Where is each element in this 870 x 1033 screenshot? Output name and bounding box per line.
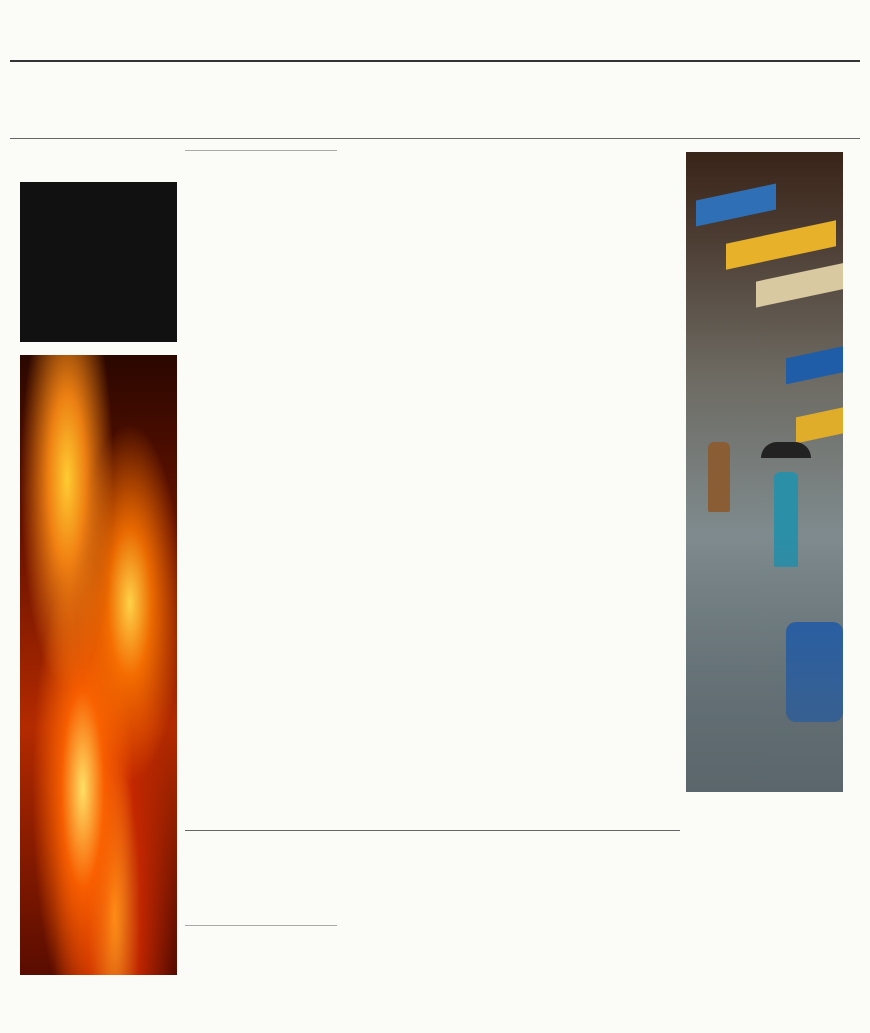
photo-awning <box>796 407 843 444</box>
second-column-2 <box>345 895 510 1025</box>
refugee-chart-box <box>525 648 680 822</box>
refugee-bar-chart <box>525 652 680 822</box>
article-column-3 <box>518 150 680 640</box>
photo-awning <box>786 346 843 385</box>
article-column-1 <box>185 150 337 640</box>
second-column-1 <box>185 925 337 1025</box>
article-column-2 <box>345 150 510 640</box>
second-column-3 <box>518 895 680 1025</box>
wildfire-photo <box>20 355 177 975</box>
photo-pedestrian <box>708 442 730 512</box>
summary-box <box>20 182 177 342</box>
photo-awning <box>756 262 843 307</box>
header-rule <box>10 60 860 62</box>
section-rule <box>185 830 680 831</box>
byline <box>185 925 337 926</box>
headline-rule <box>10 138 860 139</box>
byline <box>185 150 337 151</box>
photo-umbrella <box>761 442 811 458</box>
flood-photo <box>686 152 843 792</box>
threat-box <box>185 648 320 652</box>
second-column-4 <box>686 830 846 1025</box>
photo-awning <box>726 220 836 269</box>
photo-floodwater <box>686 532 843 792</box>
photo-awning <box>696 183 776 226</box>
